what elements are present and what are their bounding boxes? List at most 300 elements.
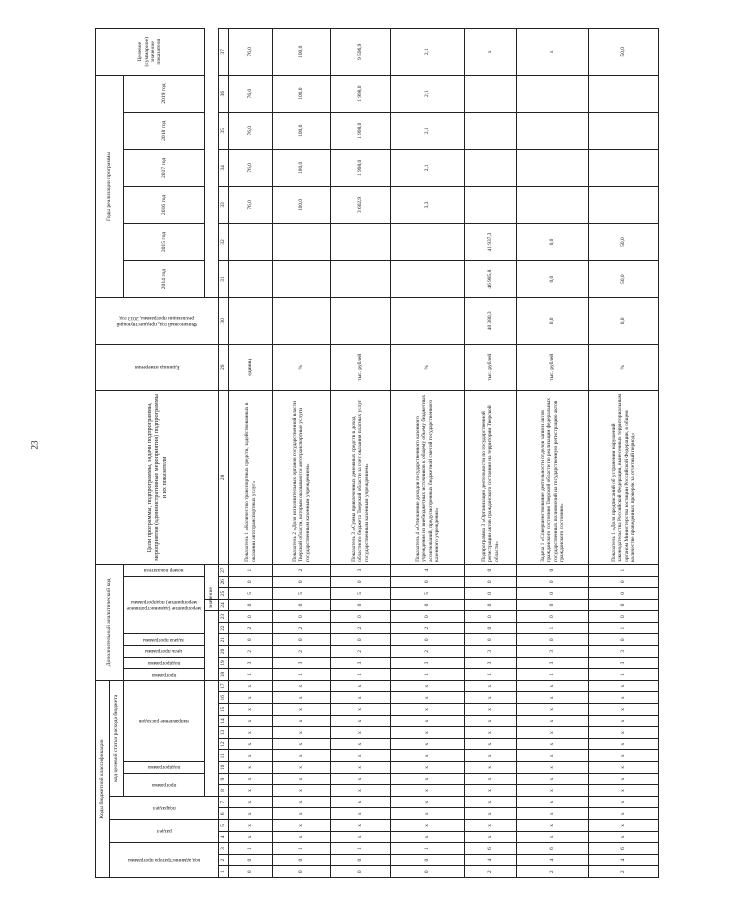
code-cell: x <box>517 727 589 739</box>
unit-cell: единиц <box>229 344 273 390</box>
year-value: 2,1 <box>391 75 465 112</box>
column-number: 10 <box>219 762 229 774</box>
code-cell: x <box>391 820 465 832</box>
code-cell: 0 <box>273 611 331 623</box>
year-value <box>589 112 659 149</box>
code-cell: 0 <box>331 611 391 623</box>
code-cell: x <box>229 762 273 774</box>
year-value: 76,0 <box>229 112 273 149</box>
code-cell: x <box>229 738 273 750</box>
year-2018-header: 2018 год <box>124 112 205 149</box>
year-value: 46 985,8 <box>465 261 517 298</box>
code-cell: x <box>273 785 331 797</box>
code-cell: 0 <box>331 866 391 878</box>
table-body <box>229 29 659 878</box>
code-cell: x <box>391 692 465 704</box>
year-value: 76,0 <box>229 75 273 112</box>
code-cell: x <box>229 750 273 762</box>
target-column-header: Целевое (суммарное) значение показателя <box>96 29 205 76</box>
year-value <box>517 186 589 223</box>
year-value <box>465 186 517 223</box>
base-year-value: 48 380,3 <box>465 298 517 344</box>
code-cell: x <box>331 715 391 727</box>
code-cell: 5 <box>229 588 273 600</box>
code-cell: 2 <box>331 646 391 658</box>
code-cell: 2 <box>229 622 273 634</box>
code-cell: x <box>331 704 391 716</box>
column-number: 14 <box>219 715 229 727</box>
code-cell: 3 <box>331 657 391 669</box>
unit-cell: тыс. рублей <box>331 344 391 390</box>
code-cell: x <box>331 727 391 739</box>
year-value: 100,0 <box>273 112 331 149</box>
subprogram-code-header: подпрограмма <box>124 762 205 774</box>
code-cell: x <box>229 680 273 692</box>
code-cell: x <box>331 785 391 797</box>
code-cell: 1 <box>273 843 331 855</box>
code-cell: 0 <box>391 576 465 588</box>
table-row <box>517 29 589 878</box>
page-number: 23 <box>29 440 40 450</box>
code-cell: x <box>465 692 517 704</box>
code-cell: x <box>273 796 331 808</box>
code-cell: x <box>465 785 517 797</box>
code-cell: 0 <box>229 866 273 878</box>
code-cell: 2 <box>273 622 331 634</box>
table-row <box>465 29 517 878</box>
table-row <box>391 29 465 878</box>
code-cell: x <box>331 750 391 762</box>
code-cell: 2 <box>517 866 589 878</box>
unit-cell: % <box>589 344 659 390</box>
year-value <box>229 224 273 261</box>
column-number: 3 <box>219 843 229 855</box>
code-cell: 0 <box>391 866 465 878</box>
table-row <box>589 29 659 878</box>
year-value: 100,0 <box>273 149 331 186</box>
code-cell: 0 <box>465 634 517 646</box>
code-cell: 4 <box>589 854 659 866</box>
code-cell: x <box>391 785 465 797</box>
indicator-name: Показатель 2 «Доля исполнительных органов государственной власти Тверской области, которым оказываются автотранспортные услуги государственным казенным учреждением» <box>273 390 331 564</box>
extra-program-header: программа <box>124 669 205 681</box>
year-2016-header: 2016 год <box>124 186 205 223</box>
year-2017-header: 2017 год <box>124 149 205 186</box>
code-cell: x <box>229 727 273 739</box>
code-cell: x <box>517 750 589 762</box>
code-cell: x <box>465 727 517 739</box>
code-cell: x <box>589 820 659 832</box>
code-cell: 0 <box>331 854 391 866</box>
target-value-header: значение <box>205 599 219 611</box>
year-value <box>589 149 659 186</box>
column-number: 36 <box>219 75 229 112</box>
code-cell: x <box>465 808 517 820</box>
code-cell: 0 <box>465 611 517 623</box>
code-cell: x <box>465 680 517 692</box>
code-cell: x <box>273 738 331 750</box>
column-number: 31 <box>219 261 229 298</box>
column-number: 23 <box>219 611 229 623</box>
code-cell: 4 <box>517 854 589 866</box>
target-value: x <box>517 29 589 76</box>
column-number: 2 <box>219 854 229 866</box>
code-cell: 0 <box>273 576 331 588</box>
code-cell: x <box>391 750 465 762</box>
code-cell: x <box>391 727 465 739</box>
code-cell: x <box>391 808 465 820</box>
code-cell: 1 <box>229 669 273 681</box>
target-value: 50,0 <box>589 29 659 76</box>
year-value: 76,0 <box>229 149 273 186</box>
unit-cell: % <box>391 344 465 390</box>
year-2014-header: 2014 год <box>124 261 205 298</box>
code-cell: x <box>229 773 273 785</box>
code-cell: 0 <box>465 599 517 611</box>
year-value: 41 937,3 <box>465 224 517 261</box>
code-cell: x <box>331 820 391 832</box>
code-cell: 0 <box>273 866 331 878</box>
code-cell: 0 <box>465 576 517 588</box>
year-value <box>517 112 589 149</box>
code-cell: 3 <box>229 657 273 669</box>
year-value <box>517 75 589 112</box>
column-number: 8 <box>219 785 229 797</box>
code-cell: x <box>391 738 465 750</box>
year-2015-header: 2015 год <box>124 224 205 261</box>
target-value: x <box>465 29 517 76</box>
program-code-header: программа <box>124 773 205 796</box>
code-cell: x <box>273 715 331 727</box>
indicator-name: Задача 1 «Совершенствование деятельности отделов записи актов гражданского состояния Тверской области по реализации федеральных государственных полномочий на государственную регистрацию актов гражданского состояния» <box>517 390 589 564</box>
code-cell: x <box>273 692 331 704</box>
column-number: 27 <box>219 564 229 576</box>
code-cell: 2 <box>331 622 391 634</box>
code-cell: 0 <box>331 599 391 611</box>
code-cell: x <box>465 738 517 750</box>
code-cell: 5 <box>331 588 391 600</box>
code-cell: 0 <box>589 634 659 646</box>
code-cell: 6 <box>465 843 517 855</box>
column-number: 32 <box>219 224 229 261</box>
code-cell: 1 <box>229 564 273 576</box>
code-cell: x <box>517 796 589 808</box>
code-cell: 0 <box>589 611 659 623</box>
code-cell: 3 <box>465 657 517 669</box>
code-cell: x <box>273 820 331 832</box>
code-cell: 0 <box>331 634 391 646</box>
column-number: 29 <box>219 344 229 390</box>
code-cell: x <box>589 680 659 692</box>
code-cell: x <box>465 704 517 716</box>
column-number: 34 <box>219 149 229 186</box>
code-cell: 2 <box>391 622 465 634</box>
code-cell: 0 <box>273 634 331 646</box>
code-cell: 1 <box>589 622 659 634</box>
code-cell: 0 <box>273 854 331 866</box>
year-2019-header: 2019 год <box>124 75 205 112</box>
code-cell: 3 <box>517 646 589 658</box>
code-cell: x <box>517 773 589 785</box>
code-cell: x <box>465 715 517 727</box>
code-cell: x <box>331 831 391 843</box>
code-cell: 1 <box>331 669 391 681</box>
year-value: 2,1 <box>391 149 465 186</box>
year-value <box>229 261 273 298</box>
year-value: 50,0 <box>589 224 659 261</box>
year-value <box>589 186 659 223</box>
code-cell: x <box>465 773 517 785</box>
code-cell: 0 <box>229 854 273 866</box>
code-cell: 0 <box>465 564 517 576</box>
column-number: 16 <box>219 692 229 704</box>
direction-header: направление расходов <box>124 680 205 761</box>
code-cell: x <box>229 831 273 843</box>
year-value <box>331 261 391 298</box>
column-number: 30 <box>219 298 229 344</box>
column-number: 1 <box>219 866 229 878</box>
unit-cell: тыс. рублей <box>465 344 517 390</box>
code-cell: x <box>589 738 659 750</box>
code-cell: 0 <box>517 611 589 623</box>
year-value <box>391 224 465 261</box>
code-cell: x <box>589 773 659 785</box>
code-cell: 0 <box>589 588 659 600</box>
column-number: 24 <box>219 599 229 611</box>
code-cell: 0 <box>465 588 517 600</box>
column-number: 15 <box>219 704 229 716</box>
code-cell: 3 <box>331 564 391 576</box>
code-cell: x <box>331 680 391 692</box>
code-cell: x <box>331 692 391 704</box>
code-cell: x <box>589 692 659 704</box>
code-cell: 0 <box>391 599 465 611</box>
code-cell: 2 <box>589 866 659 878</box>
table-row <box>331 29 391 878</box>
year-value <box>465 112 517 149</box>
code-cell: x <box>273 704 331 716</box>
name-column-header: Цели программы, подпрограммы, задачи подпрограммы, мероприятия (административные мероприятия) подпрограммы и их показатели <box>96 390 219 564</box>
code-cell: 0 <box>589 599 659 611</box>
code-cell: 0 <box>517 564 589 576</box>
target-value: 100,0 <box>273 29 331 76</box>
table-row <box>229 29 273 878</box>
code-cell: x <box>589 704 659 716</box>
code-cell: 0 <box>465 622 517 634</box>
code-cell: x <box>465 831 517 843</box>
base-year-value <box>229 298 273 344</box>
code-cell: 6 <box>517 843 589 855</box>
code-cell: 2 <box>391 646 465 658</box>
year-value <box>273 261 331 298</box>
code-cell: x <box>391 715 465 727</box>
task-program-header: задача программы <box>124 634 205 646</box>
year-value <box>589 75 659 112</box>
code-cell: 0 <box>331 576 391 588</box>
code-cell: 4 <box>465 854 517 866</box>
indicator-name: Показатель 1 «Количество транспортных средств, задействованных в оказании автотранспортных услуг» <box>229 390 273 564</box>
base-year-value: 0,0 <box>589 298 659 344</box>
year-value: 2,1 <box>391 112 465 149</box>
year-value <box>391 261 465 298</box>
code-cell: 6 <box>589 843 659 855</box>
code-cell: x <box>517 762 589 774</box>
extra-code-header: Дополнительный аналитический код <box>96 564 124 680</box>
code-cell: x <box>589 796 659 808</box>
rotated-table-wrapper <box>95 0 735 878</box>
column-number: 25 <box>219 588 229 600</box>
code-cell: 0 <box>589 576 659 588</box>
code-cell: 0 <box>229 599 273 611</box>
section-header: раздел <box>110 820 219 843</box>
indicator-name: Показатель 1 «Доля предписаний об устранении нарушений законодательства Российской Федерации, вынесенных территориальным органом Министерства юстиции Российской Федерации, в общем количестве проведенных проверок за отчетный период» <box>589 390 659 564</box>
code-cell: x <box>465 750 517 762</box>
target-value: 9 596,9 <box>331 29 391 76</box>
year-value: 0,0 <box>517 224 589 261</box>
code-cell: 0 <box>273 599 331 611</box>
code-cell: x <box>273 831 331 843</box>
column-number: 28 <box>219 390 229 564</box>
code-cell: x <box>273 773 331 785</box>
code-cell: x <box>229 820 273 832</box>
column-number: 19 <box>219 657 229 669</box>
header-spacer <box>205 680 219 796</box>
code-cell: x <box>229 704 273 716</box>
code-cell: 1 <box>229 843 273 855</box>
code-cell: x <box>273 750 331 762</box>
code-cell: 1 <box>589 564 659 576</box>
code-cell: x <box>229 692 273 704</box>
column-number: 22 <box>219 622 229 634</box>
column-number: 9 <box>219 773 229 785</box>
code-cell: x <box>517 785 589 797</box>
code-cell: 5 <box>391 588 465 600</box>
year-value <box>517 149 589 186</box>
year-value: 100,0 <box>273 75 331 112</box>
code-cell: 0 <box>517 599 589 611</box>
code-cell: x <box>465 820 517 832</box>
code-cell: x <box>517 738 589 750</box>
year-value <box>331 224 391 261</box>
year-value <box>273 224 331 261</box>
code-cell: x <box>589 785 659 797</box>
column-number: 35 <box>219 112 229 149</box>
code-cell: x <box>229 808 273 820</box>
column-number: 37 <box>219 29 229 76</box>
column-number: 4 <box>219 831 229 843</box>
measure-header: мероприятие (административное мероприятие) подпрограммы <box>124 576 205 634</box>
indicator-name: Показатель 4 «Отношение доходов государственного казенного учреждения из внебюджетных источников к общему объему бюджетных ассигнований, предусмотренных бюджетной сметой государственного казенного учреждения» <box>391 390 465 564</box>
code-cell: 3 <box>589 646 659 658</box>
subsection-header: подраздел <box>110 796 219 819</box>
base-year-value: 0,0 <box>517 298 589 344</box>
column-number: 13 <box>219 727 229 739</box>
code-cell: x <box>391 773 465 785</box>
base-year-value <box>273 298 331 344</box>
code-cell: x <box>589 750 659 762</box>
column-numbers-row <box>219 29 229 878</box>
code-cell: 1 <box>391 843 465 855</box>
code-cell: x <box>589 727 659 739</box>
extra-subprogram-header: подпрограмма <box>124 657 205 669</box>
code-cell: 3 <box>391 657 465 669</box>
code-cell: 0 <box>391 854 465 866</box>
code-cell: x <box>517 704 589 716</box>
year-value: 3 602,9 <box>331 186 391 223</box>
code-cell: x <box>517 692 589 704</box>
base-year-value <box>391 298 465 344</box>
code-cell: x <box>391 831 465 843</box>
code-cell: 2 <box>465 866 517 878</box>
code-cell: x <box>229 796 273 808</box>
base-year-value <box>331 298 391 344</box>
code-cell: x <box>229 785 273 797</box>
program-indicators-table <box>95 28 659 878</box>
years-spacer <box>205 611 219 681</box>
code-cell: x <box>517 808 589 820</box>
year-value: 1 998,0 <box>331 75 391 112</box>
unit-column-header: Единица измерения <box>96 344 219 390</box>
code-cell: x <box>589 762 659 774</box>
code-cell: x <box>391 680 465 692</box>
indicator-name: Подпрограмма 3 «Организация деятельности по государственной регистрации актов гражданского состояния на территории Тверской области» <box>465 390 517 564</box>
year-value: 50,0 <box>589 261 659 298</box>
code-cell: 0 <box>229 611 273 623</box>
code-cell: 0 <box>391 611 465 623</box>
code-cell: x <box>517 820 589 832</box>
csr-code-header: код целевой статьи расхода бюджета <box>110 680 124 796</box>
code-cell: x <box>331 762 391 774</box>
code-cell: x <box>589 831 659 843</box>
year-value: 3,3 <box>391 186 465 223</box>
column-number: 12 <box>219 738 229 750</box>
year-value: 0,0 <box>517 261 589 298</box>
task-part-header: цель программы <box>124 646 205 658</box>
column-number: 6 <box>219 808 229 820</box>
code-cell: x <box>465 762 517 774</box>
code-cell: x <box>229 715 273 727</box>
code-cell: x <box>391 704 465 716</box>
years-group-header: Годы реализации программы <box>96 75 124 298</box>
code-cell: x <box>331 773 391 785</box>
code-cell: x <box>331 808 391 820</box>
code-cell: 1 <box>273 669 331 681</box>
table-row <box>273 29 331 878</box>
column-number: 7 <box>219 796 229 808</box>
code-cell: 0 <box>391 634 465 646</box>
indicator-name: Показатель 3 «Сумма привлеченных денежных средств в доход областного бюджета Тверской области за счет оказания платных услуг государственным казенным учреждением» <box>331 390 391 564</box>
code-cell: x <box>589 715 659 727</box>
base-year-column-header: Финансовый год, предшествующий реализации программы, 2013 год <box>96 298 219 344</box>
code-cell: x <box>391 762 465 774</box>
code-cell: 3 <box>273 657 331 669</box>
code-cell: 0 <box>517 588 589 600</box>
year-value: 100,0 <box>273 186 331 223</box>
code-cell: x <box>273 727 331 739</box>
unit-cell: тыс. рублей <box>517 344 589 390</box>
code-cell: 0 <box>229 634 273 646</box>
code-cell: x <box>517 715 589 727</box>
column-number: 26 <box>219 576 229 588</box>
code-cell: x <box>331 796 391 808</box>
year-value <box>465 75 517 112</box>
code-cell: 1 <box>517 669 589 681</box>
code-cell: 0 <box>517 576 589 588</box>
admin-code-header: код администратора программы <box>110 843 219 878</box>
code-cell: 1 <box>391 669 465 681</box>
year-value <box>465 149 517 186</box>
code-cell: 3 <box>465 646 517 658</box>
